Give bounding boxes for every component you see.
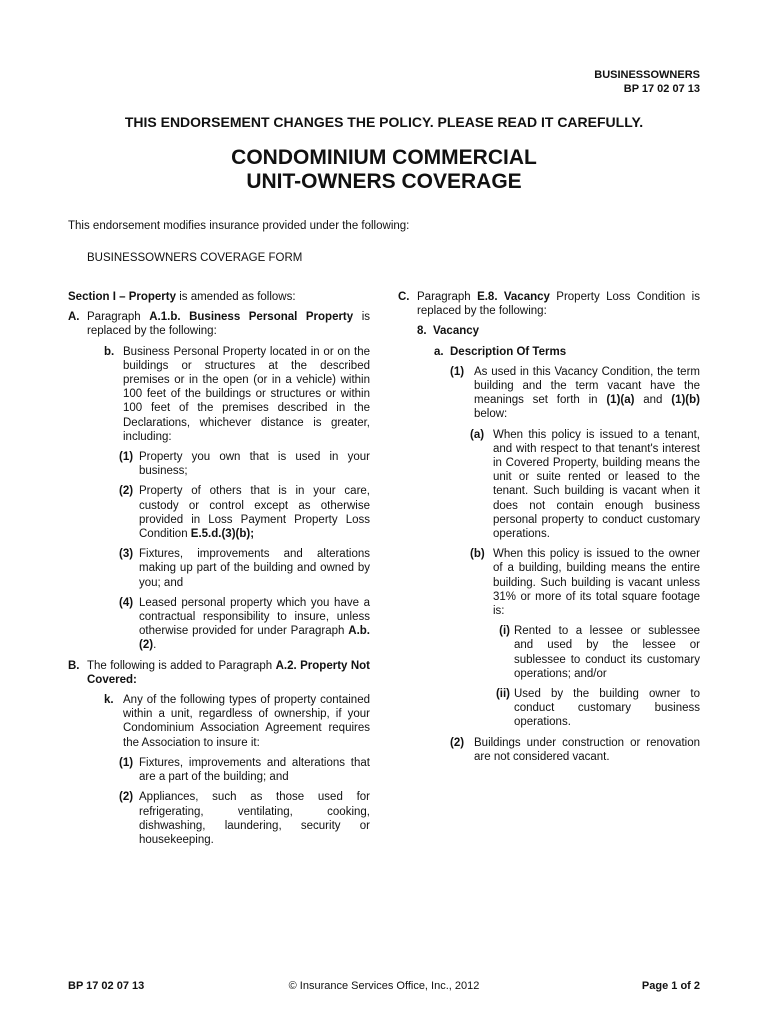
paragraph-b-k-2: (2) Appliances, such as those used for refrigerating, ventilating, cooking, dishwashing, laundering, security or housekeeping. — [119, 791, 370, 846]
intro-text: This endorsement modifies insurance provided under the following: — [68, 220, 410, 232]
paragraph-a-b: b. Business Personal Property located in or on the buildings or structures at the described premises or in the open (or in a vehicle) within 100 feet of the buildings or structures or within 100 feet of the premises described in the Declarations, whichever distance is greater, including: — [104, 345, 370, 443]
paragraph-a-b-4: (4) Leased personal property which you have a contractual responsibility to insure, unless otherwise provided for under Paragraph A.b.(2). — [119, 596, 370, 652]
form-header — [594, 68, 700, 96]
left-column — [68, 290, 370, 853]
paragraph-c: C. Paragraph E.8. Vacancy Property Loss Condition is replaced by the following: — [398, 291, 700, 318]
paragraph-b-k: k. Any of the following types of property contained within a unit, regardless of ownership, if your Condominium Association Agreement requires the Association to insure it: — [104, 694, 370, 749]
title-line-1: CONDOMINIUM COMMERCIAL — [231, 146, 537, 169]
document-title — [0, 146, 768, 194]
right-column — [398, 290, 700, 770]
paragraph-a-b-3: (3) Fixtures, improvements and alterations making up part of the building and owned by you; and — [119, 548, 370, 589]
vacancy-term-2: (2) Buildings under construction or renovation are not considered vacant. — [450, 736, 700, 763]
paragraph-a-b-1: (1) Property you own that is used in your business; — [119, 451, 370, 478]
footer-page-number: Page 1 of 2 — [641, 980, 700, 992]
vacancy-term-1: (1) As used in this Vacancy Condition, the term building and the term vacant have the meanings set forth in (1)(a) and (1)(b) below: — [450, 365, 700, 421]
vacancy-heading: 8. Vacancy — [417, 325, 480, 338]
footer-copyright: © Insurance Services Office, Inc., 2012 — [288, 980, 480, 992]
header-line-form-type: BUSINESSOWNERS — [594, 69, 700, 81]
title-line-2: UNIT-OWNERS COVERAGE — [246, 170, 522, 193]
vacancy-term-1b-ii: (ii) Used by the building owner to conduct customary business operations. — [495, 688, 700, 729]
vacancy-term-1a: (a) When this policy is issued to a tenant, and with respect to that tenant's interest in Covered Property, building means the unit or suite rented or leased to the tenant. Such building is vacant when it does not contain enough business personal property to conduct customary operations. — [470, 428, 700, 541]
description-of-terms-heading: a. Description Of Terms — [434, 345, 567, 358]
footer-form-number: BP 17 02 07 13 — [68, 980, 145, 992]
header-line-form-number: BP 17 02 07 13 — [623, 83, 700, 95]
section-heading: Section I – Property is amended as follows: — [68, 291, 296, 303]
paragraph-a-b-2: (2) Property of others that is in your care, custody or control except as otherwise provided in Loss Payment Property Loss Condition E.5.d.(3)(b); — [119, 485, 370, 541]
paragraph-b-k-1: (1) Fixtures, improvements and alterations that are a part of the building; and — [119, 756, 370, 784]
vacancy-term-1b-i: (i) Rented to a lessee or sublessee and used by the lessee or sublessee to conduct its customary operations; and/or — [499, 625, 700, 680]
endorsement-notice: THIS ENDORSEMENT CHANGES THE POLICY. PLEASE READ IT CAREFULLY. — [124, 114, 644, 130]
paragraph-a: A. Paragraph A.1.b. Business Personal Property is replaced by the following: — [68, 311, 371, 338]
vacancy-term-1b: (b) When this policy is issued to the owner of a building, building means the entire building. Such building is vacant unless 31% or more of its total square footage is: — [470, 548, 700, 618]
coverage-form-name: BUSINESSOWNERS COVERAGE FORM — [87, 252, 303, 264]
paragraph-b: B. The following is added to Paragraph A.2. Property Not Covered: — [68, 659, 370, 686]
